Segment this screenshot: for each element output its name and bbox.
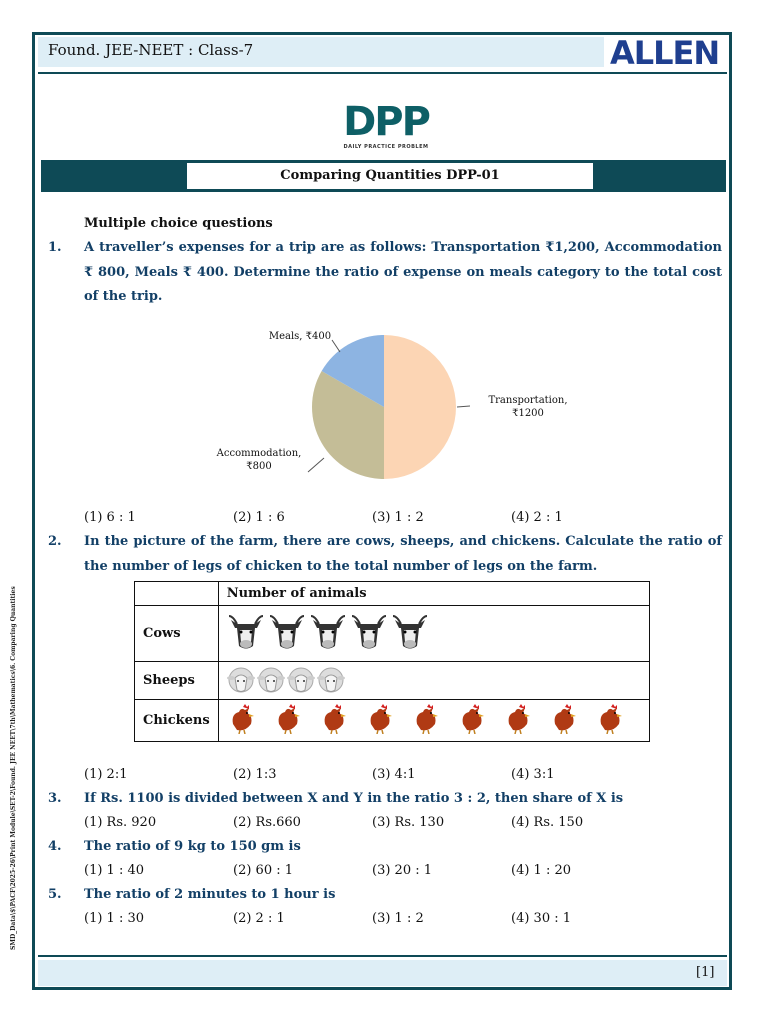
q3-option-4[interactable]: (4) Rs. 150	[511, 815, 584, 830]
chicken-icons	[227, 704, 641, 738]
q1-option-2[interactable]: (2) 1 : 6	[233, 510, 285, 525]
q1-option-1[interactable]: (1) 6 : 1	[84, 510, 136, 525]
side-file-path: SMD_Data\$\PACF\2025-26\Print Module\SET-2\Found. JEE NEET\7th\Mathematics\6. Comparing Quantities	[10, 586, 17, 950]
pie-slices	[312, 335, 456, 479]
q5-option-4[interactable]: (4) 30 : 1	[511, 911, 572, 926]
pie-chart	[300, 330, 470, 485]
q5-option-1[interactable]: (1) 1 : 30	[84, 911, 145, 926]
table-row	[135, 606, 650, 662]
cow-icon	[309, 612, 347, 656]
pie-label-transportation-line2: ₹1200	[512, 408, 544, 419]
section-label: Multiple choice questions	[84, 216, 273, 231]
pie-label-meals	[264, 330, 336, 343]
q4-option-3[interactable]: (3) 20 : 1	[372, 863, 433, 878]
chicken-icon	[227, 704, 259, 738]
q4-option-2[interactable]: (2) 60 : 1	[233, 863, 294, 878]
sheep-icons-cell	[218, 662, 649, 700]
q1-option-3[interactable]: (3) 1 : 2	[372, 510, 424, 525]
question-5-text: The ratio of 2 minutes to 1 hour is	[84, 887, 336, 902]
chicken-icon	[549, 704, 581, 738]
question-2-number: 2.	[48, 534, 62, 549]
chicken-icon	[595, 704, 627, 738]
cow-icon	[391, 612, 429, 656]
page-number: [1]	[696, 965, 715, 980]
sheep-icon	[257, 664, 285, 698]
question-2-text: In the picture of the farm, there are cows, sheeps, and chickens. Calculate the ratio of the number of legs of chicken to the total number of legs on the farm.	[84, 534, 722, 574]
dpp-title: Comparing Quantities DPP-01	[187, 163, 593, 189]
question-5-number: 5.	[48, 887, 62, 902]
pie-label-transportation-line1: Transportation,	[488, 395, 568, 406]
q2-option-1[interactable]: (1) 2:1	[84, 767, 128, 782]
question-1-number: 1.	[48, 240, 62, 255]
cow-icon	[268, 612, 306, 656]
table-row	[135, 700, 650, 742]
sheep-icon	[227, 664, 255, 698]
footer-bar	[38, 960, 727, 986]
footer-divider	[38, 955, 727, 957]
brand-logo: ALLEN	[610, 34, 720, 72]
sheep-icon	[317, 664, 345, 698]
sheep-icon	[287, 664, 315, 698]
question-3-text: If Rs. 1100 is divided between X and Y in the ratio 3 : 2, then share of X is	[84, 791, 624, 806]
chicken-icon	[457, 704, 489, 738]
pie-leader-line	[457, 405, 470, 407]
row-label-cows: Cows	[135, 606, 219, 662]
cow-icon	[227, 612, 265, 656]
header-divider	[38, 72, 727, 74]
dpp-logo	[336, 100, 436, 160]
q2-option-3[interactable]: (3) 4:1	[372, 767, 416, 782]
q4-option-1[interactable]: (1) 1 : 40	[84, 863, 145, 878]
q3-option-2[interactable]: (2) Rs.660	[233, 815, 301, 830]
table-header: Number of animals	[218, 582, 649, 606]
pie-label-accommodation-line2: ₹800	[246, 461, 272, 472]
q2-option-2[interactable]: (2) 1:3	[233, 767, 277, 782]
row-label-chickens: Chickens	[135, 700, 219, 742]
cow-icons	[227, 612, 641, 656]
q5-option-3[interactable]: (3) 1 : 2	[372, 911, 424, 926]
cow-icons-cell	[218, 606, 649, 662]
animal-table	[134, 581, 650, 742]
question-1-text: A traveller’s expenses for a trip are as follows: Transportation ₹1,200, Accommodation ₹ 800, Meals ₹ 400. Determine the ratio of expense on meals category to the total cost of the trip.	[84, 240, 722, 304]
q3-option-3[interactable]: (3) Rs. 130	[372, 815, 445, 830]
pie-label-meals-line1: Meals, ₹400	[268, 331, 332, 342]
pie-slice-transportation	[384, 335, 456, 479]
dpp-logo-text: DPP	[343, 99, 429, 145]
row-label-sheeps: Sheeps	[135, 662, 219, 700]
pie-leader-line	[308, 458, 324, 472]
chicken-icon	[319, 704, 351, 738]
question-4-text: The ratio of 9 kg to 150 gm is	[84, 839, 301, 854]
table-corner-cell	[135, 582, 219, 606]
pie-label-accommodation-line1: Accommodation,	[216, 448, 302, 459]
table-row	[135, 662, 650, 700]
chicken-icon	[273, 704, 305, 738]
dpp-logo-tagline: DAILY PRACTICE PROBLEM	[343, 144, 429, 150]
question-4-number: 4.	[48, 839, 62, 854]
chicken-icons-cell	[218, 700, 649, 742]
header-title: Found. JEE-NEET : Class-7	[48, 41, 254, 59]
q3-option-1[interactable]: (1) Rs. 920	[84, 815, 157, 830]
chicken-icon	[411, 704, 443, 738]
q5-option-2[interactable]: (2) 2 : 1	[233, 911, 285, 926]
sheep-icons	[227, 664, 641, 698]
pie-label-accommodation	[214, 447, 304, 473]
q4-option-4[interactable]: (4) 1 : 20	[511, 863, 572, 878]
chicken-icon	[365, 704, 397, 738]
q2-option-4[interactable]: (4) 3:1	[511, 767, 555, 782]
q1-option-4[interactable]: (4) 2 : 1	[511, 510, 563, 525]
cow-icon	[350, 612, 388, 656]
pie-label-transportation	[486, 394, 570, 420]
question-3-number: 3.	[48, 791, 62, 806]
chicken-icon	[503, 704, 535, 738]
